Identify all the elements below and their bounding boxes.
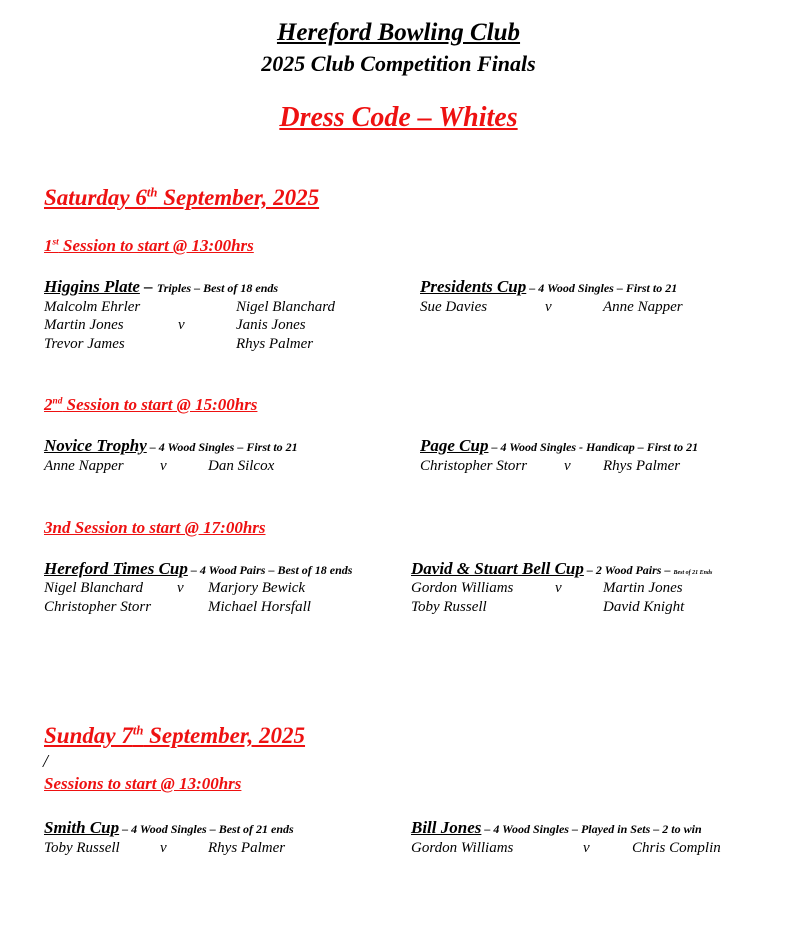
novice-right: Dan Silcox	[208, 458, 275, 474]
bell-left-1: Gordon Williams	[411, 580, 514, 596]
smith-cup-heading: Smith Cup – 4 Wood Singles – Best of 21 ends	[44, 818, 294, 837]
higgins-plate-heading: Higgins Plate – Triples – Best of 18 ends	[44, 277, 279, 296]
times-left-2: Christopher Storr	[44, 599, 152, 615]
page-left: Christopher Storr	[420, 458, 528, 474]
presidents-cup-heading: Presidents Cup – 4 Wood Singles – First to 21	[420, 277, 678, 296]
times-right-1: Marjory Bewick	[208, 580, 306, 596]
billjones-versus: v	[583, 840, 590, 856]
novice-trophy-heading: Novice Trophy – 4 Wood Singles – First to 21	[44, 436, 298, 455]
sunday-heading: Sunday 7th September, 2025	[44, 723, 306, 748]
session-3-heading: 3nd Session to start @ 17:00hrs	[44, 518, 266, 537]
page-right: Rhys Palmer	[603, 458, 681, 474]
hereford-times-cup-heading: Hereford Times Cup – 4 Wood Pairs – Best of 18 ends	[44, 559, 353, 578]
smith-versus: v	[160, 840, 167, 856]
saturday-heading: Saturday 6th September, 2025	[44, 185, 320, 210]
higgins-right-3: Rhys Palmer	[236, 336, 314, 352]
bell-right-2: David Knight	[603, 599, 685, 615]
session-1-heading: 1st Session to start @ 13:00hrs	[44, 236, 254, 255]
higgins-left-1: Malcolm Ehrler	[44, 299, 141, 315]
page-cup-heading: Page Cup – 4 Wood Singles - Handicap – First to 21	[420, 436, 699, 455]
smith-left: Toby Russell	[44, 840, 120, 856]
novice-left: Anne Napper	[44, 458, 124, 474]
competition-subtitle: 2025 Club Competition Finals	[261, 51, 536, 76]
club-title: Hereford Bowling Club	[276, 19, 521, 46]
higgins-left-2: Martin Jones	[44, 317, 124, 333]
presidents-left: Sue Davies	[420, 299, 488, 315]
dress-code: Dress Code – Whites	[279, 102, 518, 133]
novice-versus: v	[160, 458, 167, 474]
bill-jones-heading: Bill Jones – 4 Wood Singles – Played in Sets – 2 to win	[411, 818, 702, 837]
bell-cup-heading: David & Stuart Bell Cup – 2 Wood Pairs – Best of 21 Ends	[411, 559, 713, 578]
billjones-right: Chris Complin	[632, 840, 721, 856]
bell-left-2: Toby Russell	[411, 599, 487, 615]
presidents-versus: v	[545, 299, 552, 315]
bell-versus: v	[555, 580, 562, 596]
bell-right-1: Martin Jones	[603, 580, 683, 596]
stray-slash: /	[43, 751, 49, 771]
times-versus: v	[177, 580, 184, 596]
times-left-1: Nigel Blanchard	[44, 580, 144, 596]
page-versus: v	[564, 458, 571, 474]
session-2-heading: 2nd Session to start @ 15:00hrs	[44, 395, 258, 414]
sunday-session-heading: Sessions to start @ 13:00hrs	[44, 774, 242, 793]
billjones-left: Gordon Williams	[411, 840, 514, 856]
higgins-left-3: Trevor James	[44, 336, 125, 352]
higgins-versus: v	[178, 317, 185, 333]
smith-right: Rhys Palmer	[208, 840, 286, 856]
times-right-2: Michael Horsfall	[208, 599, 311, 615]
higgins-right-1: Nigel Blanchard	[236, 299, 336, 315]
higgins-right-2: Janis Jones	[236, 317, 306, 333]
presidents-right: Anne Napper	[603, 299, 683, 315]
